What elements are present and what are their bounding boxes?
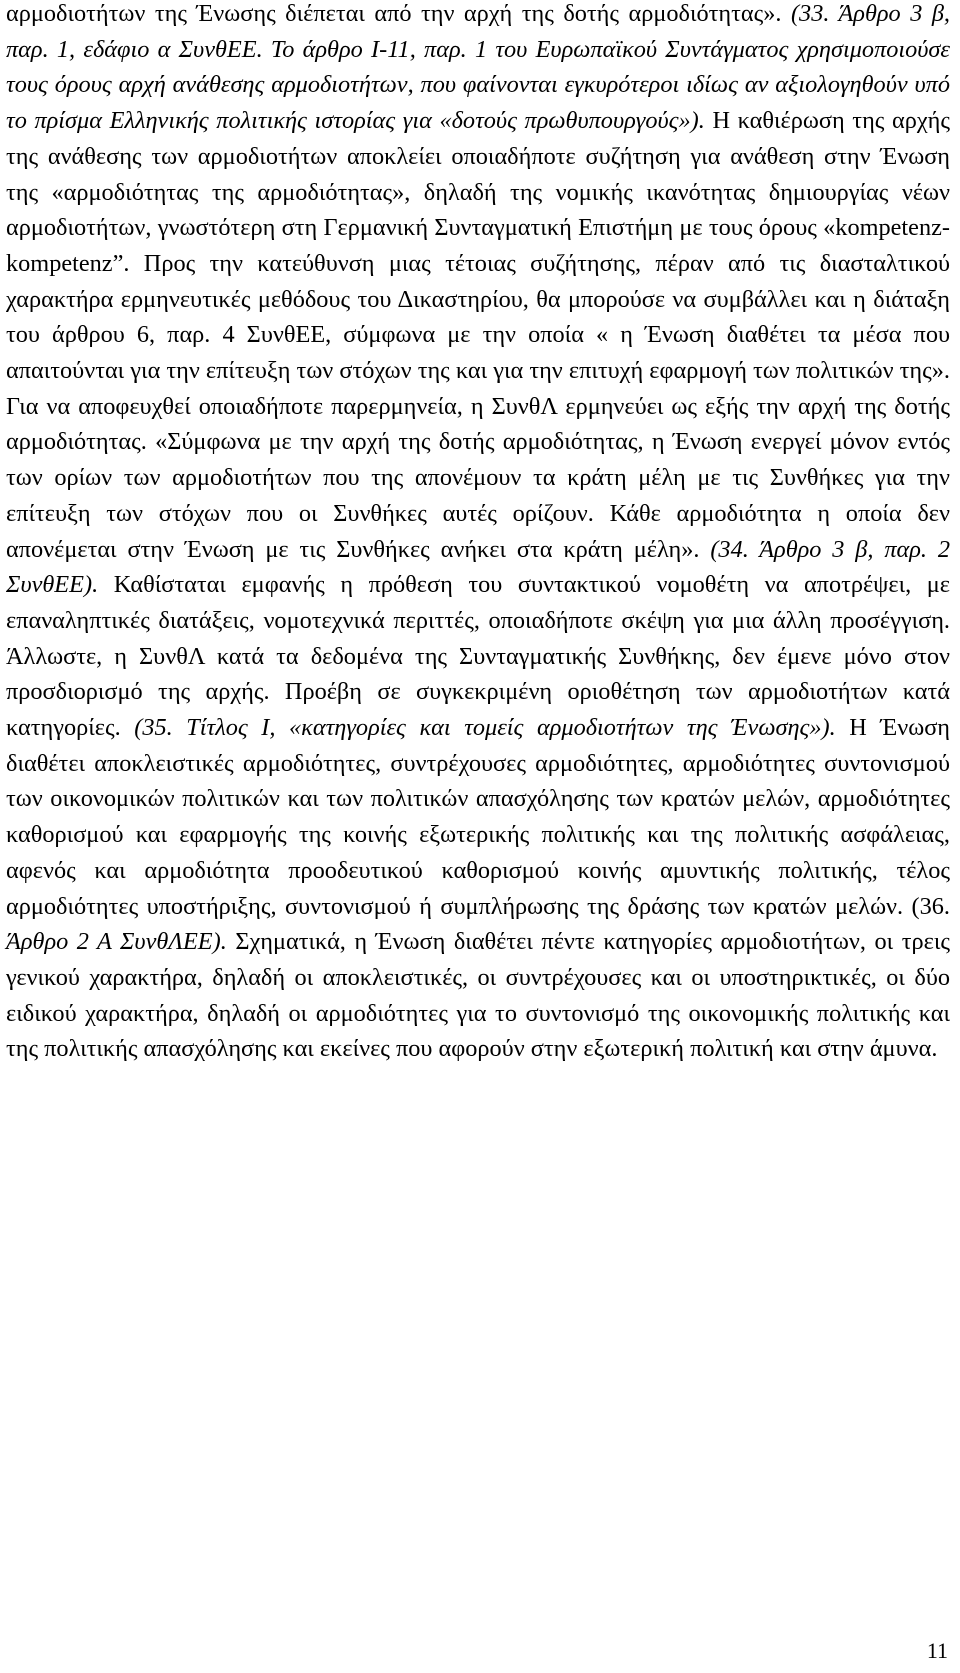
footnote-reference: (33. Άρθρο 3 β, παρ. 1, εδάφιο α ΣυνθΕΕ. Το άρθρο Ι-11, παρ. 1 του Ευρωπαϊκού Συντάγματος χρησιμοποιούσε τους όρους αρχή ανάθεσης αρμοδιοτήτων, που φαίνονται εγκυρότεροι ιδίως αν αξιολογηθούν υπό το πρίσμα Ελληνικής πολιτικής ιστορίας για «δοτούς πρωθυπουργούς»). — [6, 0, 950, 135]
text-segment: αρμοδιοτήτων της Ένωσης διέπεται από την αρχή της δοτής αρμοδιότητας». — [6, 0, 791, 27]
page-number: 11 — [926, 1638, 948, 1663]
document-page — [6, 0, 950, 1067]
footnote-reference: (34. Άρθρο 3 β, παρ. 2 ΣυνθΕΕ). — [6, 535, 950, 599]
body-paragraph — [6, 0, 950, 1067]
footnote-reference: Άρθρο 2 Α ΣυνθΛΕΕ). — [6, 928, 227, 956]
text-segment: Η καθιέρωση της αρχής της ανάθεσης των αρμοδιοτήτων αποκλείει οποιαδήποτε συζήτηση για ανάθεση στην Ένωση της «αρμοδιότητας της αρμοδιότητας», δηλαδή της νομικής ικανότητας δημιουργίας νέων αρμοδιοτήτων, γνωστότερη στη Γερμανική Συνταγματική Επιστήμη με τους όρους «kompetenz-kompetenz”. Προς την κατεύθυνση μιας τέτοιας συζήτησης, πέραν από τις διασταλτικού χαρακτήρα ερμηνευτικές μεθόδους του Δικαστηρίου, θα μπορούσε να συμβάλλει και η διάταξη του άρθρου 6, παρ. 4 ΣυνθΕΕ, σύμφωνα με την οποία « η Ένωση διαθέτει τα μέσα που απαιτούνται για την επίτευξη των στόχων της και για την επιτυχή εφαρμογή των πολιτικών της». Για να αποφευχθεί οποιαδήποτε παρερμηνεία, η ΣυνθΛ ερμηνεύει ως εξής την αρχή της δοτής αρμοδιότητας. «Σύμφωνα με την αρχή της δοτής αρμοδιότητας, η Ένωση ενεργεί μόνον εντός των ορίων των αρμοδιοτήτων που της απονέμουν τα κράτη μέλη με τις Συνθήκες για την επίτευξη των στόχων που οι Συνθήκες αυτές ορίζουν. Κάθε αρμοδιότητα η οποία δεν απονέμεται στην Ένωση με τις Συνθήκες ανήκει στα κράτη μέλη». — [6, 107, 950, 563]
footnote-reference: (35. Τίτλος Ι, «κατηγορίες και τομείς αρμοδιοτήτων της Ένωσης»). — [134, 714, 836, 742]
text-segment: Η Ένωση διαθέτει αποκλειστικές αρμοδιότητες, συντρέχουσες αρμοδιότητες, αρμοδιότητες συντονισμού των οικονομικών πολιτικών και των πολιτικών απασχόλησης των κρατών μελών, αρμοδιότητες καθορισμού και εφαρμογής της κοινής εξωτερικής πολιτικής και της πολιτικής ασφάλειας, αφενός και αρμοδιότητα προοδευτικού καθορισμού κοινής αμυντικής πολιτικής, τέλος αρμοδιότητες υποστήριξης, συντονισμού ή συμπλήρωσης της δράσης των κρατών μελών. (36. — [6, 714, 950, 920]
text-segment: Καθίσταται εμφανής η πρόθεση του συντακτικού νομοθέτη να αποτρέψει, με επαναληπτικές διατάξεις, νομοτεχνικά περιττές, οποιαδήποτε σκέψη για μια άλλη προσέγγιση. Άλλωστε, η ΣυνθΛ κατά τα δεδομένα της Συνταγματικής Συνθήκης, δεν έμενε μόνο στον προσδιορισμό της αρχής. Προέβη σε συγκεκριμένη οριοθέτηση των αρμοδιοτήτων κατά κατηγορίες. — [6, 571, 950, 742]
text-segment: Σχηματικά, η Ένωση διαθέτει πέντε κατηγορίες αρμοδιοτήτων, οι τρεις γενικού χαρακτήρα, δηλαδή οι αποκλειστικές, οι συντρέχουσες και οι υποστηρικτικές, οι δύο ειδικού χαρακτήρα, δηλαδή οι αρμοδιότητες για το συντονισμό της οικονομικής πολιτικής και της πολιτικής απασχόλησης και εκείνες που αφορούν στην εξωτερική πολιτική και στην άμυνα. — [6, 928, 950, 1063]
